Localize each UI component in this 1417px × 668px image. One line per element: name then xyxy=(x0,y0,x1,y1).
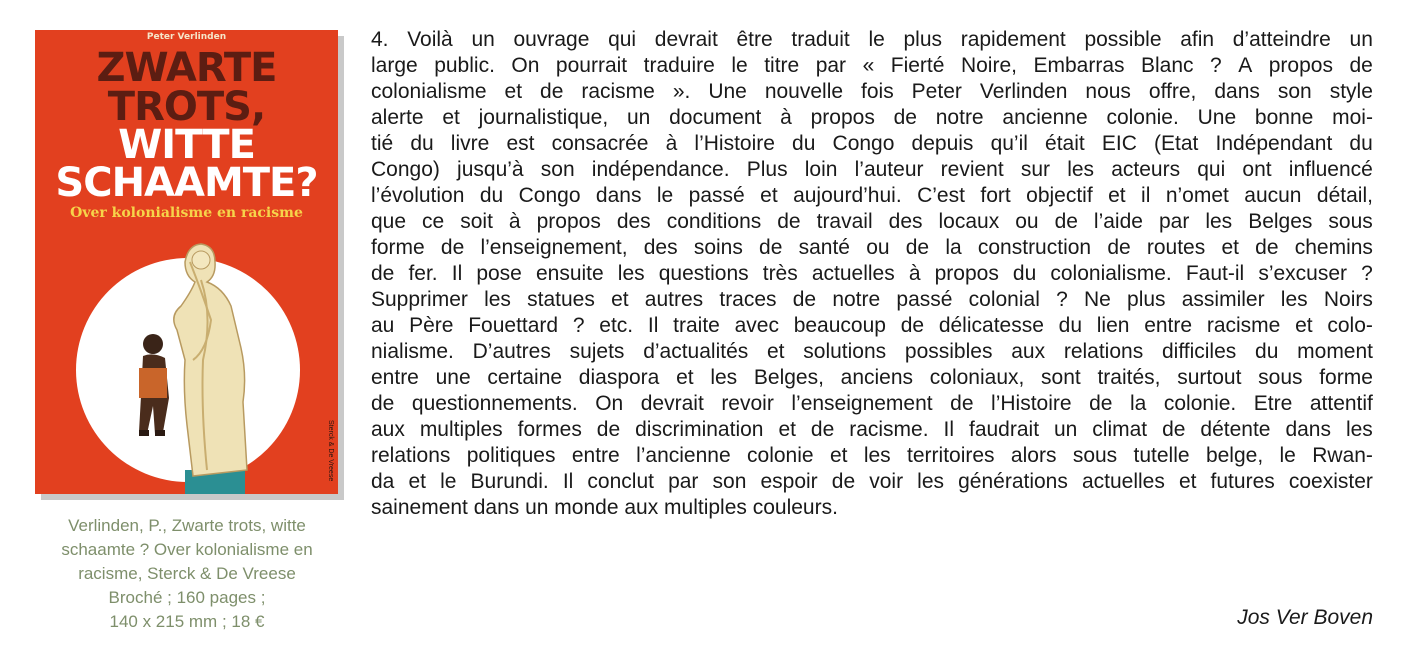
review-line: large public. On pourrait traduire le titre par « Fierté Noire, Embarras Blanc ? A propos de xyxy=(371,54,1373,77)
review-line: relations politiques entre l’ancienne colonie et les territoires alors sous tutelle belge, le Rwan- xyxy=(371,444,1373,467)
review-signature: Jos Ver Boven xyxy=(1237,606,1373,629)
cover-author: Peter Verlinden xyxy=(146,32,227,42)
review-line: que ce soit à propos des conditions de travail des locaux ou de l’aide par les Belges sous xyxy=(371,210,1373,233)
review-line: colonialisme et de racisme ». Une nouvelle fois Peter Verlinden nous offre, dans son style xyxy=(371,80,1373,103)
review-line: entre une certaine diaspora et les Belges, anciens coloniaux, sont traités, surtout sous forme xyxy=(371,366,1373,389)
review-line: Congo) jusqu’à son indépendance. Plus loin l’auteur revient sur les acteurs qui ont influencé xyxy=(371,158,1373,181)
review-line: Supprimer les statues et autres traces de notre passé colonial ? Ne plus assimiler les Noirs xyxy=(371,288,1373,311)
review-line: forme de l’enseignement, des soins de santé ou de la construction de routes et de chemins xyxy=(371,236,1373,259)
review-line: 4. Voilà un ouvrage qui devrait être traduit le plus rapidement possible afin d’atteindre un xyxy=(371,28,1373,51)
caption-line: schaamte ? Over kolonialisme en xyxy=(61,540,313,559)
cover-title-line-2: TROTS, xyxy=(107,84,266,130)
cover-title-line-1: ZWARTE xyxy=(96,45,277,91)
cover-subtitle: Over kolonialisme en racisme xyxy=(70,205,303,221)
cover-publisher-mark: Sterck & De Vreese xyxy=(327,420,334,482)
review-line: de fer. Il pose ensuite les questions très actuelles à propos du colonialisme. Faut-il s’excuser ? xyxy=(371,262,1373,285)
review-line: aux multiples formes de discrimination et de racisme. Il faudrait un climat de détente dans les xyxy=(371,418,1373,441)
review-line: tié du livre est consacrée à l’Histoire du Congo depuis qu’il était EIC (Etat Indépendant du xyxy=(371,132,1373,155)
caption-line: Broché ; 160 pages ; xyxy=(108,588,266,607)
review-line: au Père Fouettard ? etc. Il traite avec beaucoup de délicatesse du lien entre racisme et colo- xyxy=(371,314,1373,337)
review-line: l’évolution du Congo dans le passé et aujourd’hui. C’est fort objectif et il n’omet aucun détail, xyxy=(371,184,1373,207)
review-line: da et le Burundi. Il conclut par son espoir de voir les générations actuelles et futures coexister xyxy=(371,470,1373,493)
review-line: de questionnements. On devrait revoir l’enseignement de l’Histoire de la colonie. Etre attentif xyxy=(371,392,1373,415)
review-text xyxy=(371,27,1373,521)
cover-face xyxy=(35,30,338,494)
cover-title-line-3: WITTE xyxy=(118,122,255,168)
book-cover xyxy=(35,30,338,494)
review-line: sainement dans un monde aux multiples couleurs. xyxy=(371,496,838,519)
caption-line: racisme, Sterck & De Vreese xyxy=(78,564,296,583)
cover-title-line-4: SCHAAMTE? xyxy=(55,160,318,206)
review-line: alerte et journalistique, un document à propos de notre ancienne colonie. Une bonne moi- xyxy=(371,106,1373,129)
caption-line: 140 x 215 mm ; 18 € xyxy=(109,612,265,631)
caption-line: Verlinden, P., Zwarte trots, witte xyxy=(68,516,306,535)
review-line: nialisme. D’autres sujets d’actualités et solutions possibles aux relations difficiles du moment xyxy=(371,340,1373,363)
book-caption xyxy=(22,514,352,634)
